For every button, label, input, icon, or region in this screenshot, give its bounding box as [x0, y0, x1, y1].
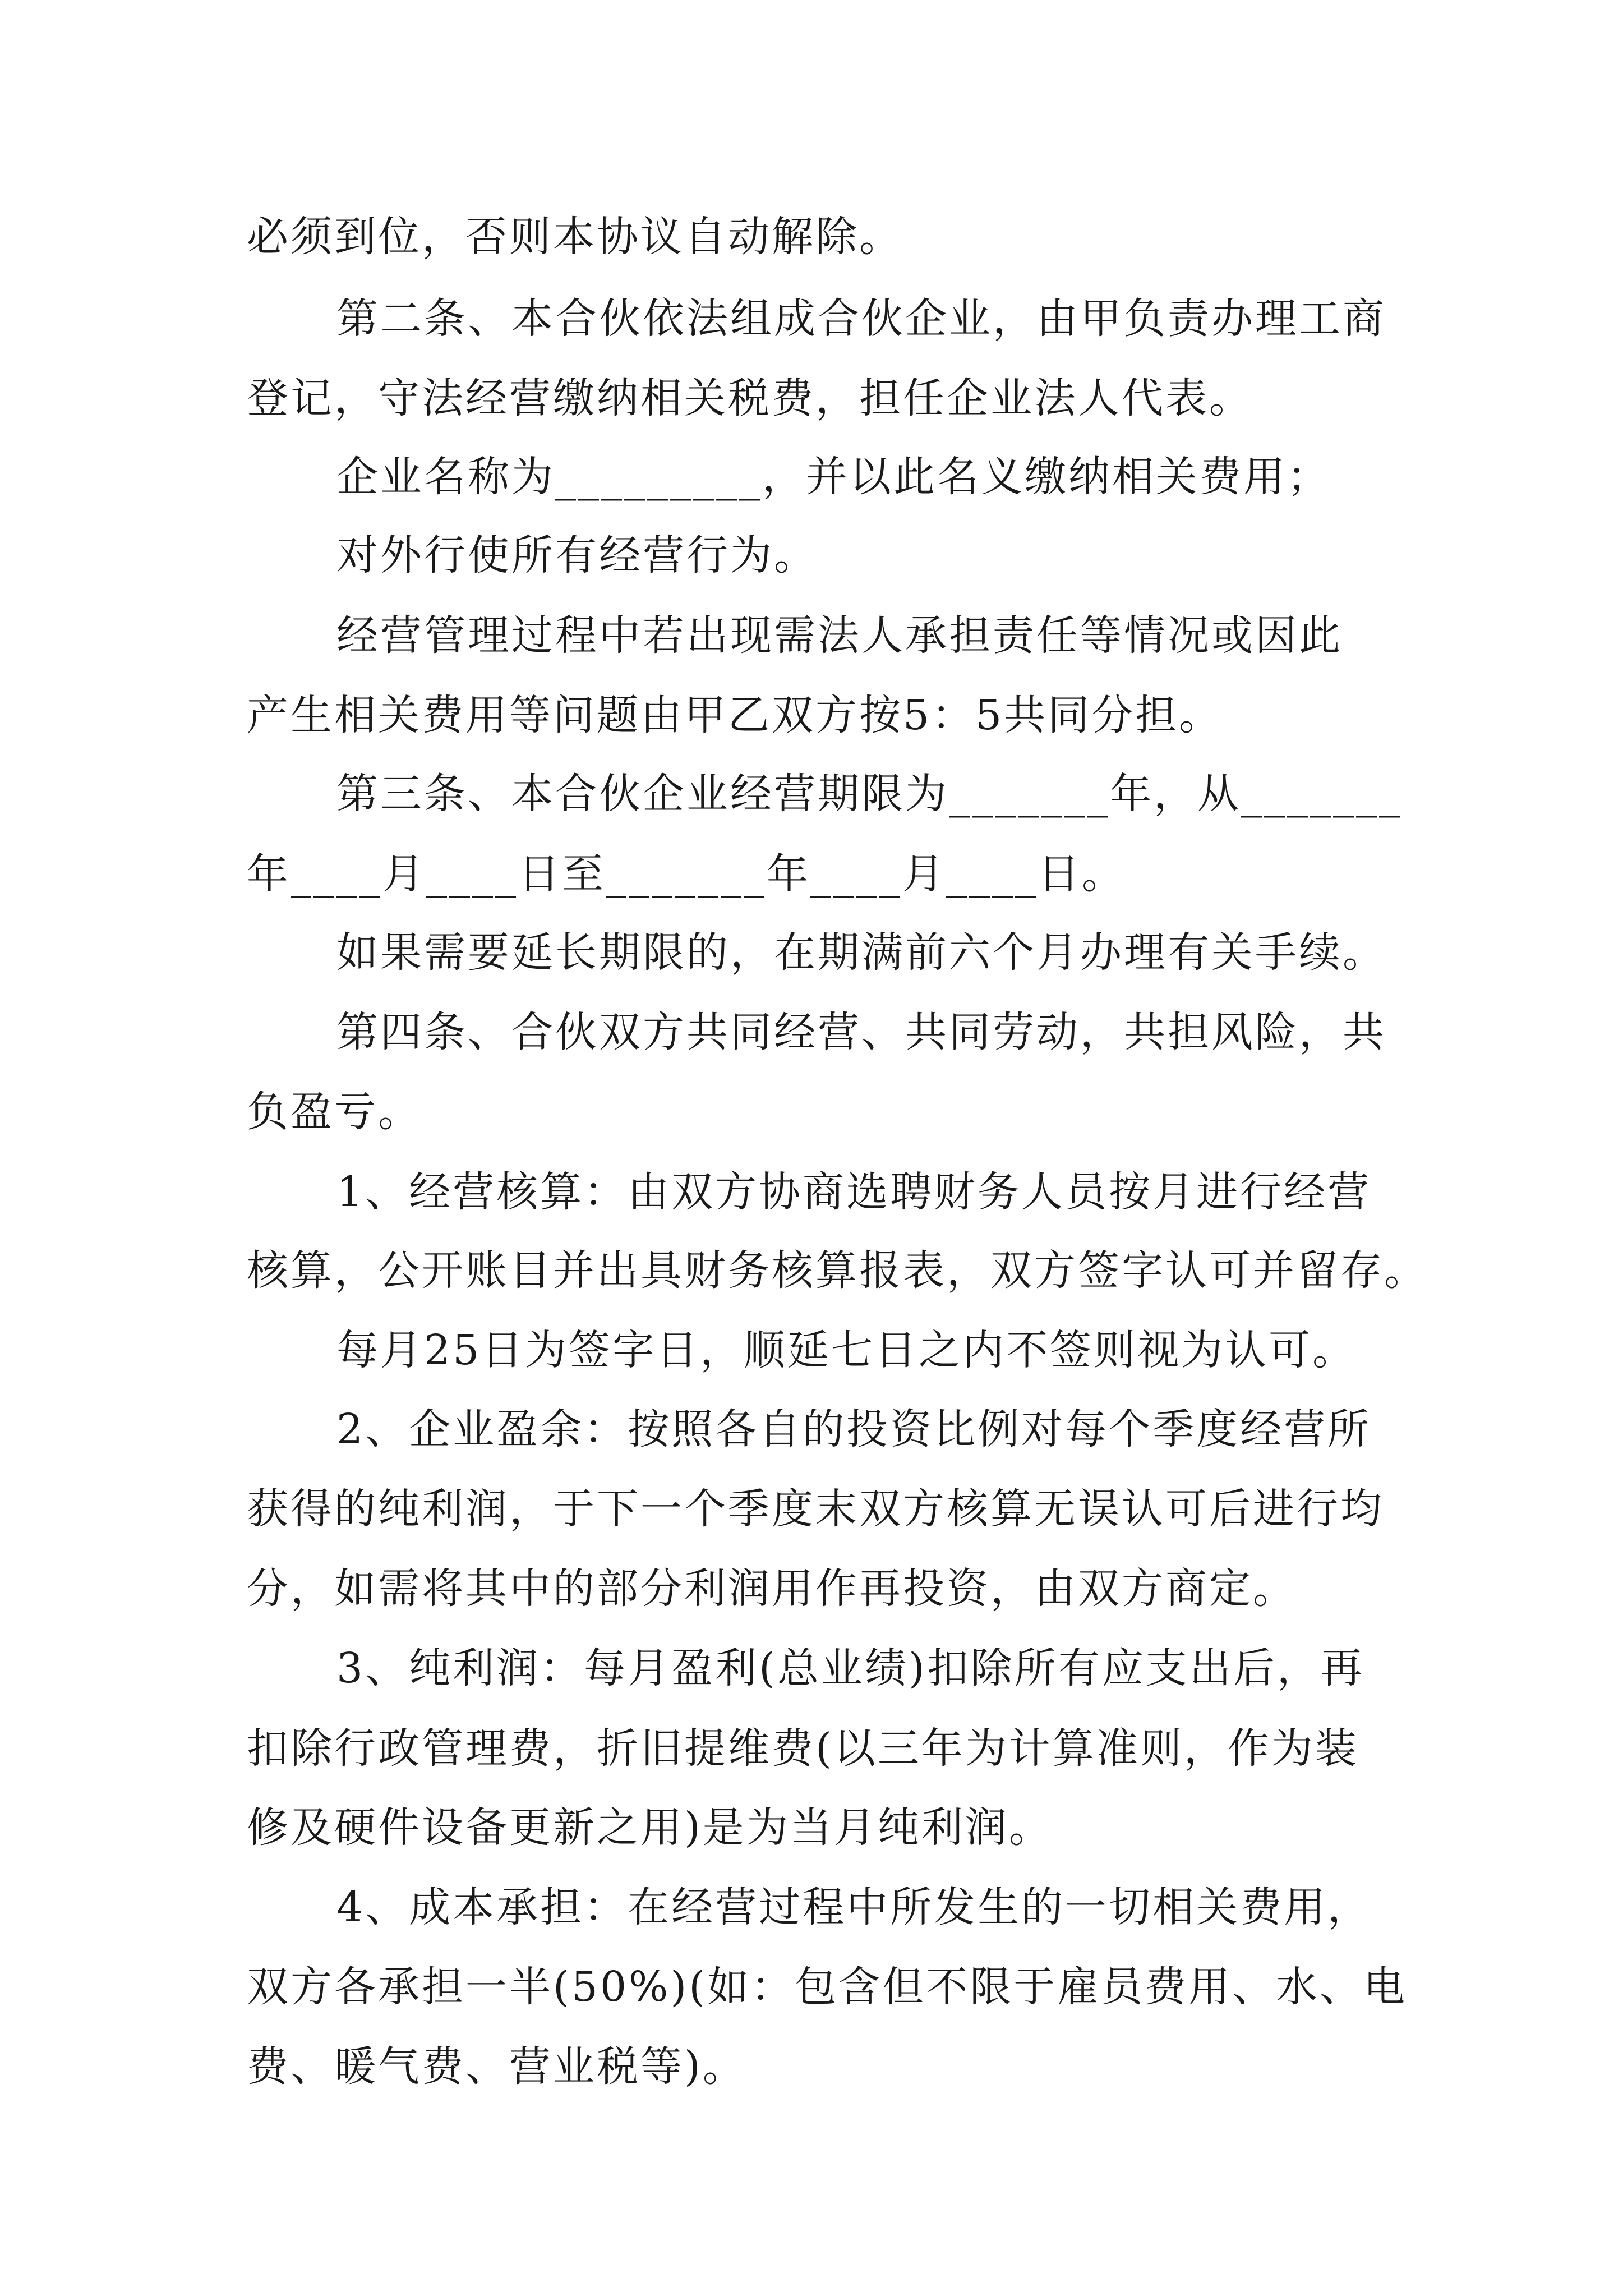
text-line: 每月25日为签字日，顺延七日之内不签则视为认可。 — [336, 1326, 1357, 1374]
text-line: 扣除行政管理费，折旧提维费(以三年为计算准则，作为装 — [247, 1724, 1359, 1773]
text-line: 第四条、合伙双方共同经营、共同劳动，共担风险，共 — [336, 1008, 1386, 1056]
text-line: 修及硬件设备更新之用)是为当月纯利润。 — [247, 1803, 1053, 1852]
text-line: 如果需要延长期限的，在期满前六个月办理有关手续。 — [336, 928, 1386, 977]
text-line: 对外行使所有经营行为。 — [336, 531, 818, 579]
text-line: 获得的纯利润，于下一个季度末双方核算无误认可后进行均 — [247, 1485, 1384, 1533]
text-line: 经营管理过程中若出现需法人承担责任等情况或因此 — [336, 611, 1343, 660]
text-line: 负盈亏。 — [247, 1088, 422, 1136]
text-line: 登记，守法经营缴纳相关税费，担任企业法人代表。 — [247, 374, 1253, 422]
text-line: 1、经营核算：由双方协商选聘财务人员按月进行经营 — [336, 1168, 1372, 1216]
text-line: 第二条、本合伙依法组成合伙企业，由甲负责办理工商 — [336, 295, 1386, 343]
text-line: 必须到位，否则本协议自动解除。 — [247, 213, 903, 261]
text-line: 费、暖气费、营业税等)。 — [247, 2042, 746, 2091]
text-line: 年____月____日至_______年____月____日。 — [247, 850, 1126, 898]
text-line: 2、企业盈余：按照各自的投资比例对每个季度经营所 — [336, 1405, 1372, 1453]
text-line: 4、成本承担：在经营过程中所发生的一切相关费用， — [336, 1883, 1372, 1931]
text-line: 核算，公开账目并出具财务核算报表，双方签字认可并留存。 — [247, 1246, 1428, 1295]
text-line: 3、纯利润：每月盈利(总业绩)扣除所有应支出后，再 — [336, 1644, 1364, 1692]
text-line: 企业名称为_________，并以此名义缴纳相关费用； — [336, 453, 1331, 501]
text-line: 分，如需将其中的部分利润用作再投资，由双方商定。 — [247, 1565, 1297, 1613]
text-line: 产生相关费用等问题由甲乙双方按5：5共同分担。 — [247, 691, 1223, 739]
text-line: 双方各承担一半(50%)(如：包含但不限于雇员费用、水、电 — [247, 1963, 1408, 2011]
text-line: 第三条、本合伙企业经营期限为_______年，从_______ — [336, 770, 1402, 818]
